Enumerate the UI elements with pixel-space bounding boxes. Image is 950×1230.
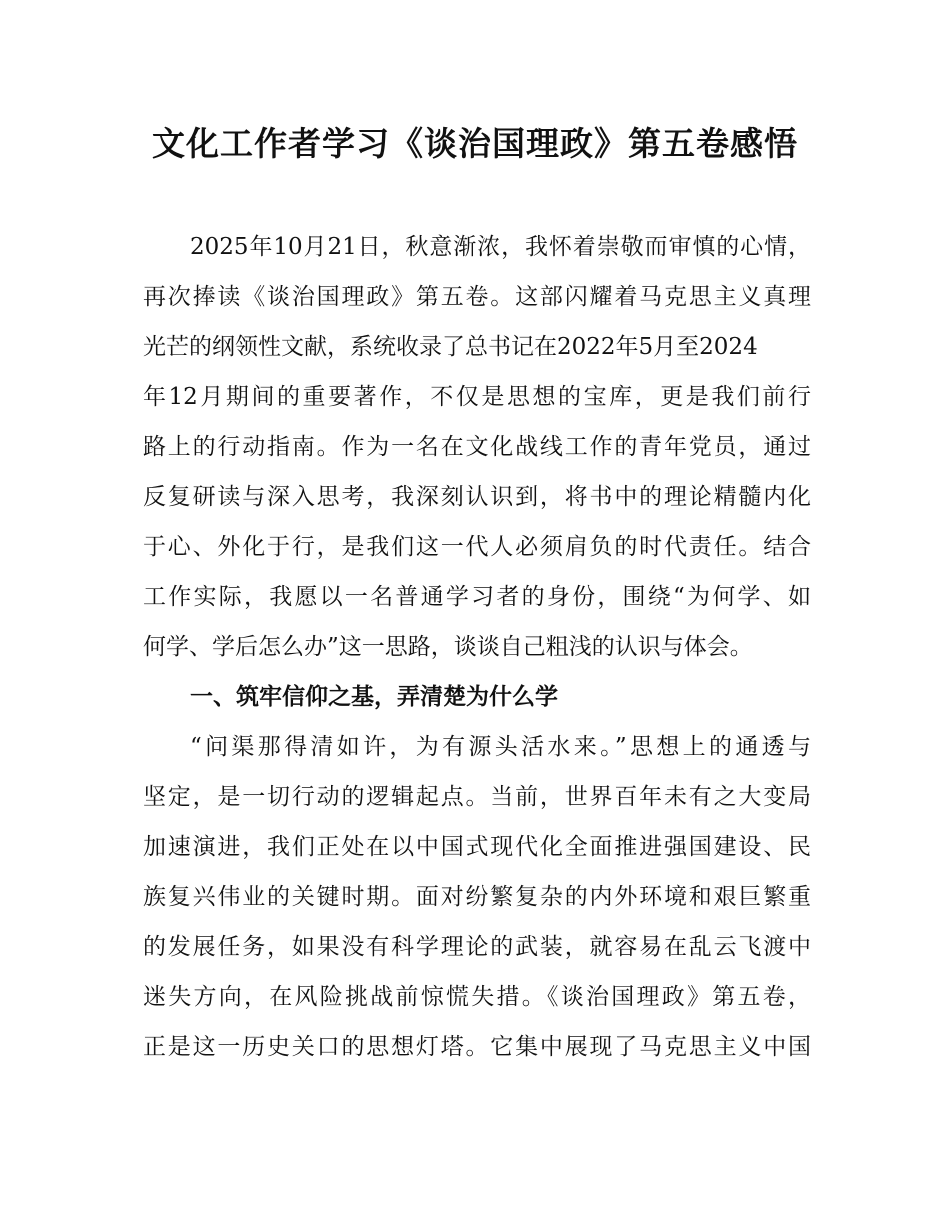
text-line: 年12月期间的重要著作，不仅是思想的宝库，更是我们前行 bbox=[143, 384, 811, 410]
paragraph-intro bbox=[143, 228, 811, 678]
text-line: 工作实际，我愿以一名普通学习者的身份，围绕“为何学、如 bbox=[143, 584, 811, 610]
text-line: 的发展任务，如果没有科学理论的武装，就容易在乱云飞渡中 bbox=[143, 934, 811, 960]
text-line: 路上的行动指南。作为一名在文化战线工作的青年党员，通过 bbox=[143, 434, 811, 460]
text-line: 再次捧读《谈治国理政》第五卷。这部闪耀着马克思主义真理 bbox=[143, 284, 811, 310]
document-body bbox=[143, 228, 811, 1078]
text-line: “问渠那得清如许，为有源头活水来。”思想上的通透与 bbox=[190, 734, 811, 760]
text-line: 于心、外化于行，是我们这一代人必须肩负的时代责任。结合 bbox=[143, 534, 811, 560]
text-line: 正是这一历史关口的思想灯塔。它集中展现了马克思主义中国 bbox=[143, 1034, 811, 1060]
paragraph-section-1 bbox=[143, 728, 811, 1078]
text-line: 2025年10月21日，秋意渐浓，我怀着崇敬而审慎的心情， bbox=[190, 234, 811, 260]
text-line: 加速演进，我们正处在以中国式现代化全面推进强国建设、民 bbox=[143, 834, 811, 860]
document-title: 文化工作者学习《谈治国理政》第五卷感悟 bbox=[152, 124, 798, 163]
section-heading: 一、筑牢信仰之基，弄清楚为什么学 bbox=[190, 684, 558, 710]
text-line: 何学、学后怎么办”这一思路，谈谈自己粗浅的认识与体会。 bbox=[143, 634, 753, 660]
text-line: 族复兴伟业的关键时期。面对纷繁复杂的内外环境和艰巨繁重 bbox=[143, 884, 811, 910]
text-line: 迷失方向，在风险挑战前惊慌失措。《谈治国理政》第五卷， bbox=[143, 984, 811, 1010]
text-line: 反复研读与深入思考，我深刻认识到，将书中的理论精髓内化 bbox=[143, 484, 811, 510]
text-line: 坚定，是一切行动的逻辑起点。当前，世界百年未有之大变局 bbox=[143, 784, 811, 810]
text-line: 光芒的纲领性文献，系统收录了总书记在2022年5月至2024 bbox=[143, 334, 758, 360]
